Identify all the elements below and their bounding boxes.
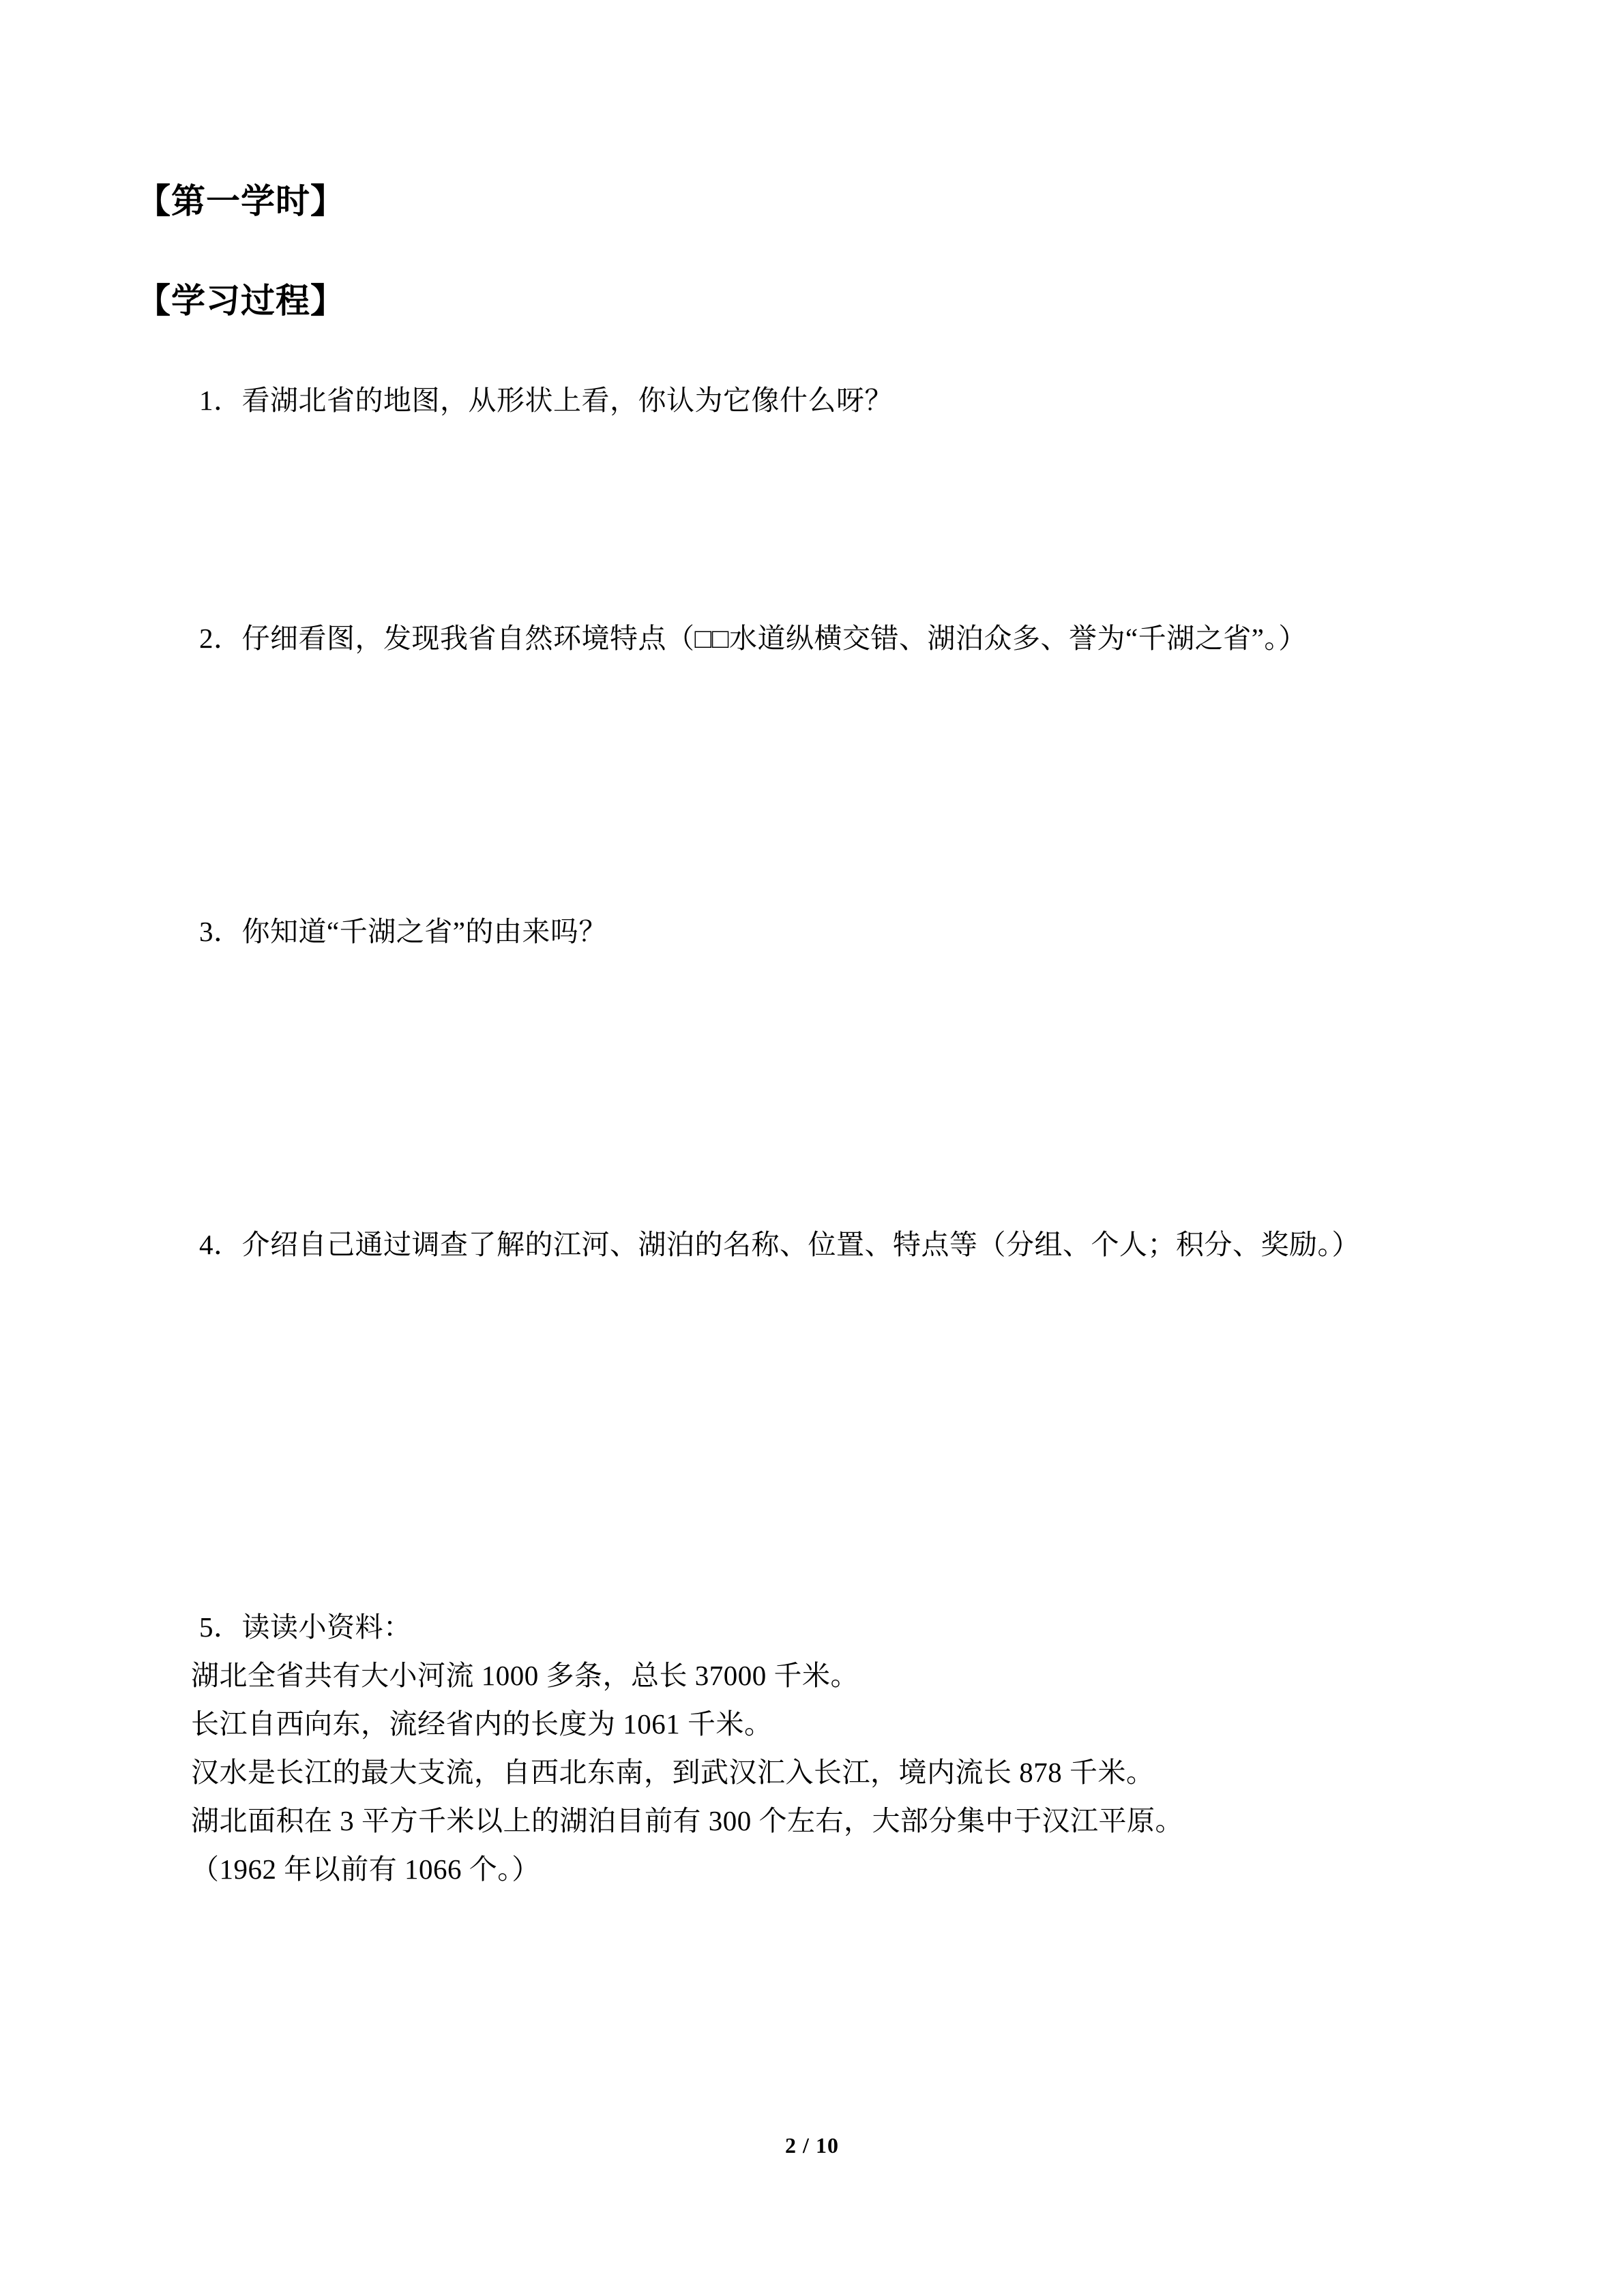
item-text: 介绍自己通过调查了解的江河、湖泊的名称、位置、特点等（分组、个人；积分、奖励。） xyxy=(241,1229,1360,1261)
page-content xyxy=(136,184,1494,1904)
list-item xyxy=(136,1225,1494,1265)
resource-block xyxy=(136,1613,1494,1883)
resource-line: 湖北全省共有大小河流 1000 多条，总长 37000 千米。 xyxy=(191,1659,859,1691)
list-item xyxy=(136,1613,1494,1641)
heading-session: 【第一学时】 xyxy=(136,182,345,220)
page-number: 2 / 10 xyxy=(785,2133,839,2158)
spacer xyxy=(136,1266,1494,1613)
spacer xyxy=(136,421,1494,618)
resource-line: 长江自西向东，流经省内的长度为 1061 千米。 xyxy=(191,1708,773,1740)
resource-line: 湖北面积在 3 平方千米以上的湖泊目前有 300 个左右，大部分集中于汉江平原。 xyxy=(191,1804,1183,1836)
item-number: 5． xyxy=(199,1611,242,1643)
resource-line: 汉水是长江的最大支流，自西北东南，到武汉汇入长江，境内流长 878 千米。 xyxy=(191,1756,1155,1788)
item-number: 3． xyxy=(199,915,242,947)
item-text: 仔细看图，发现我省自然环境特点（□□水道纵横交错、湖泊众多、誉为“千湖之省”。） xyxy=(241,623,1307,655)
heading-process: 【学习过程】 xyxy=(136,282,345,320)
item-text: 读读小资料： xyxy=(241,1611,412,1643)
spacer xyxy=(136,218,1494,284)
spacer xyxy=(136,659,1494,912)
item-number: 1． xyxy=(199,385,242,416)
list-item xyxy=(136,381,1494,421)
list-item xyxy=(136,618,1494,659)
spacer xyxy=(136,318,1494,381)
spacer xyxy=(136,952,1494,1225)
item-number: 2． xyxy=(199,623,242,655)
list-item xyxy=(136,912,1494,952)
item-number: 4． xyxy=(199,1229,242,1261)
item-text: 看湖北省的地图，从形状上看，你认为它像什么呀？ xyxy=(241,385,893,416)
resource-line: （1962 年以前有 1066 个。） xyxy=(191,1853,540,1885)
item-text: 你知道“千湖之省”的由来吗？ xyxy=(241,915,607,947)
